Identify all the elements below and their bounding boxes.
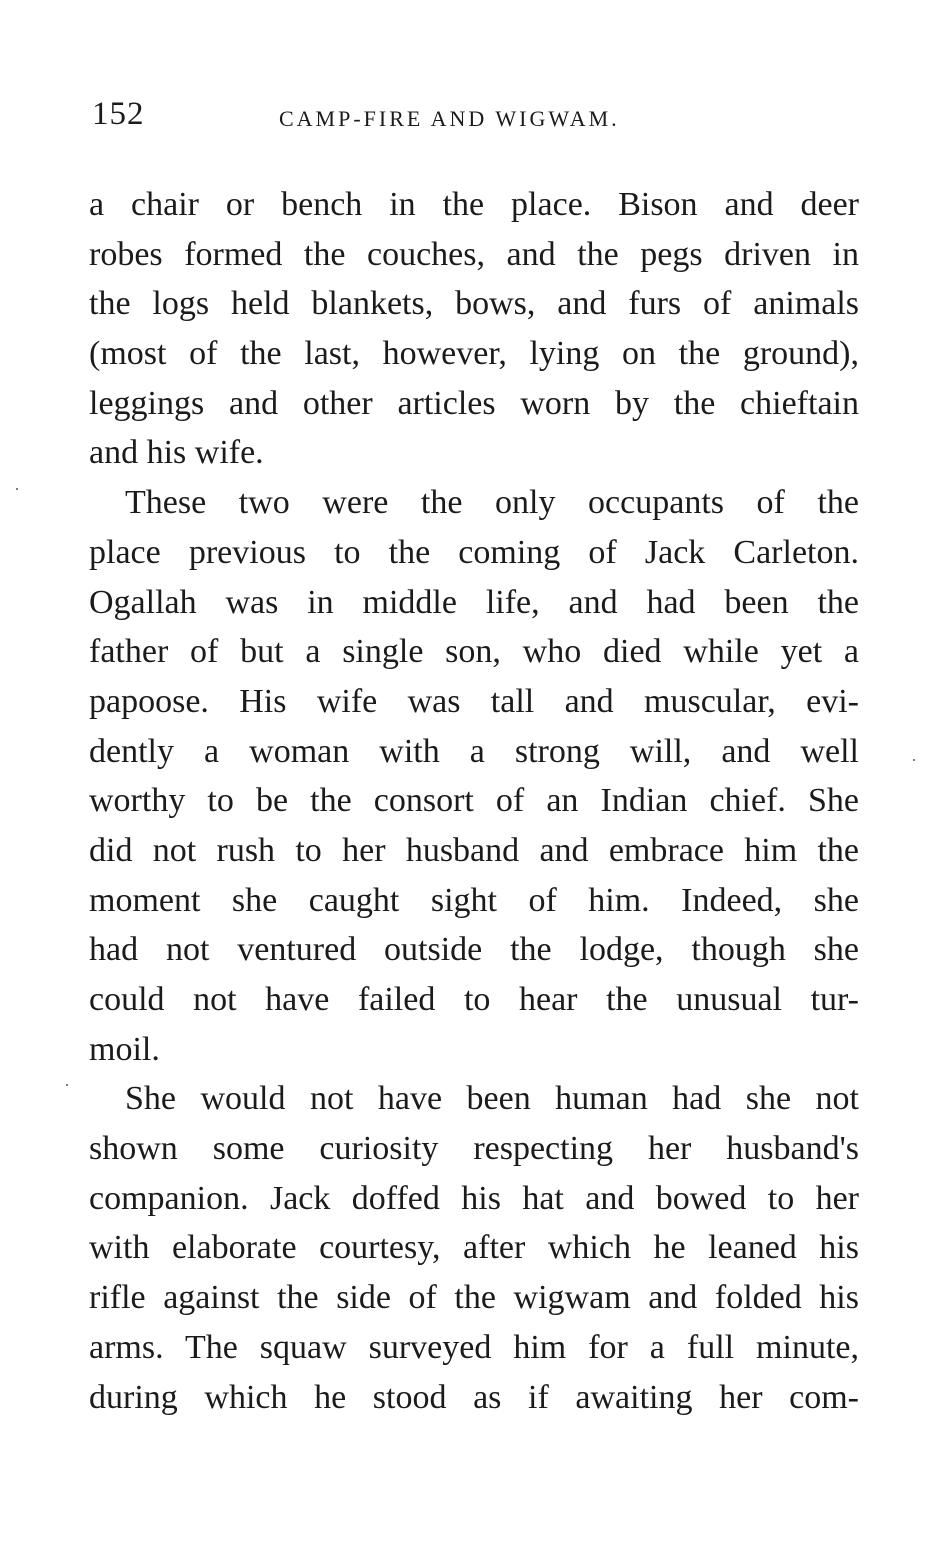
paragraph xyxy=(89,1074,859,1422)
text-line: rifle against the side of the wigwam and folded his xyxy=(89,1279,859,1317)
paragraph xyxy=(89,180,859,478)
running-title: CAMP-FIRE AND WIGWAM. xyxy=(279,106,620,131)
text-line: could not have failed to hear the unusual tur- xyxy=(89,981,859,1018)
text-line: moment she caught sight of him. Indeed, she xyxy=(89,881,859,919)
text-line: These two were the only occupants of the xyxy=(125,484,859,522)
text-line: with elaborate courtesy, after which he leaned his xyxy=(89,1229,859,1267)
text-line: leggings and other articles worn by the chieftain xyxy=(89,384,859,422)
text-line: dently a woman with a strong will, and well xyxy=(89,732,859,770)
text-line: Ogallah was in middle life, and had been the xyxy=(89,583,859,621)
text-line: (most of the last, however, lying on the ground), xyxy=(89,335,859,373)
text-line: papoose. His wife was tall and muscular, evi- xyxy=(89,682,859,720)
text-line: the logs held blankets, bows, and furs of animals xyxy=(89,285,859,323)
page-header xyxy=(92,96,862,136)
text-line: She would not have been human had she not xyxy=(125,1080,859,1118)
scan-speck xyxy=(913,759,915,761)
text-line: shown some curiosity respecting her husband's xyxy=(89,1130,859,1168)
text-line: companion. Jack doffed his hat and bowed to her xyxy=(89,1179,859,1217)
text-line: moil. xyxy=(89,1030,160,1068)
text-line: during which he stood as if awaiting her com- xyxy=(89,1378,859,1416)
text-line: robes formed the couches, and the pegs driven in xyxy=(89,235,859,273)
text-line: and his wife. xyxy=(89,434,264,472)
scan-speck xyxy=(16,488,18,490)
page-number: 152 xyxy=(92,96,145,132)
text-line: father of but a single son, who died while yet a xyxy=(89,633,859,671)
paragraph xyxy=(89,478,859,1074)
text-line: a chair or bench in the place. Bison and deer xyxy=(89,186,859,223)
text-line: arms. The squaw surveyed him for a full minute, xyxy=(89,1328,859,1366)
text-line: worthy to be the consort of an Indian chief. She xyxy=(89,782,859,820)
body-text xyxy=(89,180,859,1422)
scan-speck xyxy=(66,1084,68,1086)
text-line: did not rush to her husband and embrace him the xyxy=(89,831,859,869)
text-line: had not ventured outside the lodge, though she xyxy=(89,931,859,969)
text-line: place previous to the coming of Jack Carleton. xyxy=(89,533,859,571)
